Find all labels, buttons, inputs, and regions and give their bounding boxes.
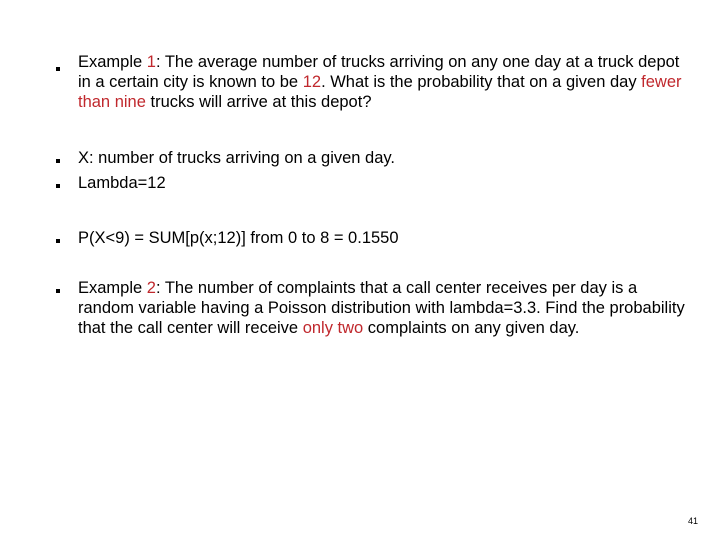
highlight-only-two: only two (302, 319, 364, 337)
highlight-example-number: 2 (146, 279, 156, 297)
bullet-text: P(X<9) = SUM[p(x;12)] from 0 to 8 = 0.1550 (78, 229, 399, 247)
bullet-square-icon (56, 184, 60, 188)
bullet-square-icon (56, 159, 60, 163)
bullet-text (78, 52, 693, 112)
highlight-example-number: 1 (146, 53, 156, 71)
text-run: complaints on any given day. (363, 319, 580, 337)
page-number: 41 (687, 516, 698, 526)
bullet-square-icon (56, 289, 60, 293)
bullet-square-icon (56, 239, 60, 243)
text-run: . What is the probability that on a given day (321, 73, 642, 91)
bullet-text: X: number of trucks arriving on a given day. (78, 149, 396, 167)
text-run: : The number of complaints that a call center receives per day is a random variable having a Poisson distribution with lambda=3.3. Find the probability that the call center will receive (78, 279, 685, 337)
bullet-square-icon (56, 67, 60, 71)
text-run: Example (78, 279, 147, 297)
text-run: trucks will arrive at this depot? (145, 93, 372, 111)
bullet-text: Lambda=12 (78, 174, 166, 192)
highlight-average: 12 (302, 73, 322, 91)
bullet-text (78, 278, 693, 338)
highlight-fewer-than-nine: fewer than nine (78, 73, 682, 111)
text-run: Example (78, 53, 147, 71)
text-run: : The average number of trucks arriving on any one day at a truck depot in a certain city is known to be (78, 53, 680, 91)
